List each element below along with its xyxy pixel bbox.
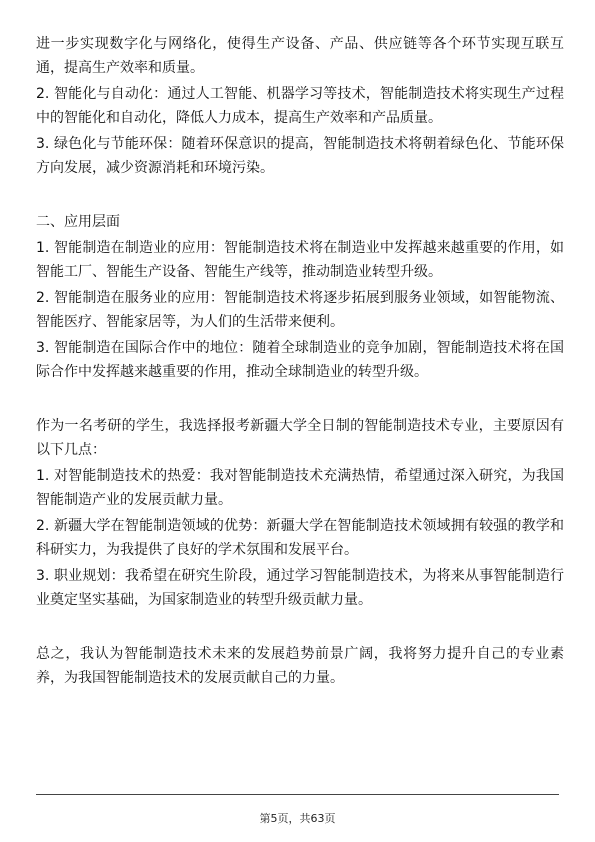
paragraph-trends-item-3: 3. 绿色化与节能环保：随着环保意识的提高，智能制造技术将朝着绿色化、节能环保方向发展，减少资源消耗和环境污染。 xyxy=(36,136,564,176)
section-heading-application: 二、应用层面 xyxy=(36,214,120,230)
paragraph-conclusion: 总之，我认为智能制造技术未来的发展趋势前景广阔，我将努力提升自己的专业素养，为我国智能制造技术的发展贡献自己的力量。 xyxy=(36,646,564,686)
paragraph-reasons-item-2: 2. 新疆大学在智能制造领域的优势：新疆大学在智能制造技术领域拥有较强的教学和科研实力，为我提供了良好的学术氛围和发展平台。 xyxy=(36,518,564,558)
paragraph-reasons-item-3: 3. 职业规划：我希望在研究生阶段，通过学习智能制造技术，为将来从事智能制造行业奠定坚实基础，为国家制造业的转型升级贡献力量。 xyxy=(36,568,564,608)
page-number: 第5页，共63页 xyxy=(259,812,336,825)
paragraph-application-item-2: 2. 智能制造在服务业的应用：智能制造技术将逐步拓展到服务业领域，如智能物流、智能医疗、智能家居等，为人们的生活带来便利。 xyxy=(36,290,564,330)
footer-divider xyxy=(36,794,559,795)
paragraph-trends-item-2: 2. 智能化与自动化：通过人工智能、机器学习等技术，智能制造技术将实现生产过程中的智能化和自动化，降低人力成本，提高生产效率和产品质量。 xyxy=(36,86,564,126)
paragraph-application-item-1: 1. 智能制造在制造业的应用：智能制造技术将在制造业中发挥越来越重要的作用，如智能工厂、智能生产设备、智能生产线等，推动制造业转型升级。 xyxy=(36,240,564,280)
paragraph-reasons-item-1: 1. 对智能制造技术的热爱：我对智能制造技术充满热情，希望通过深入研究，为我国智能制造产业的发展贡献力量。 xyxy=(36,468,564,508)
paragraph-trends-intro: 进一步实现数字化与网络化，使得生产设备、产品、供应链等各个环节实现互联互通，提高生产效率和质量。 xyxy=(36,36,564,76)
paragraph-application-item-3: 3. 智能制造在国际合作中的地位：随着全球制造业的竞争加剧，智能制造技术将在国际合作中发挥越来越重要的作用，推动全球制造业的转型升级。 xyxy=(36,340,564,380)
document-body xyxy=(36,32,564,690)
paragraph-reasons-intro: 作为一名考研的学生，我选择报考新疆大学全日制的智能制造技术专业，主要原因有以下几点： xyxy=(36,418,564,458)
